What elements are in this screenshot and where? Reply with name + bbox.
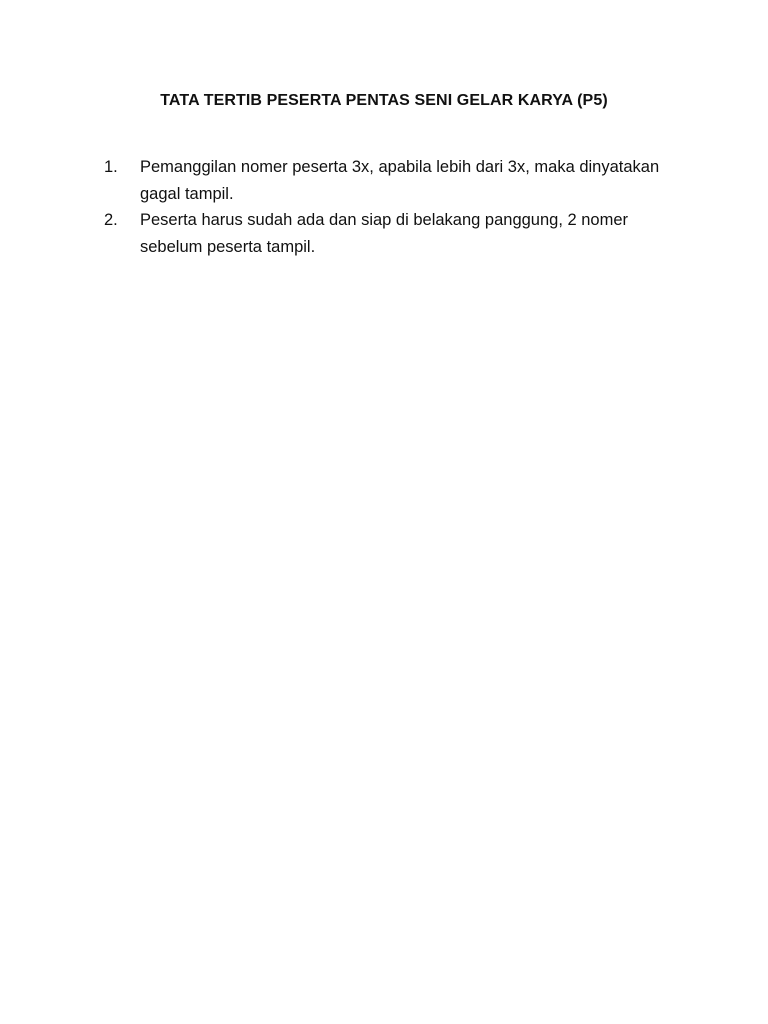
rules-list (104, 154, 664, 260)
rule-text: Peserta harus sudah ada dan siap di belakang panggung, 2 nomer sebelum peserta tampil. (140, 211, 629, 256)
list-item (104, 154, 664, 207)
rule-text: Pemanggilan nomer peserta 3x, apabila lebih dari 3x, maka dinyatakan gagal tampil. (140, 158, 660, 203)
list-item (104, 207, 664, 260)
rule-number: 1. (104, 158, 118, 176)
rule-number: 2. (104, 211, 118, 229)
document-title: TATA TERTIB PESERTA PENTAS SENI GELAR KARYA (P5) (160, 92, 608, 109)
